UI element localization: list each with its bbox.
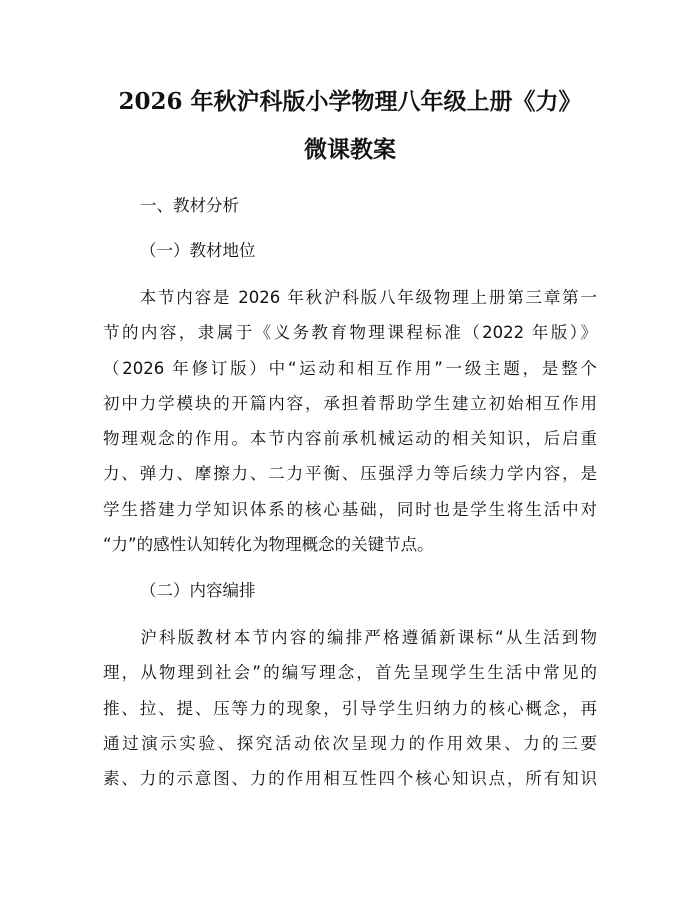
subsection-heading-content-arrangement: （二）内容编排 [140, 581, 256, 600]
paragraph-line: 本节内容是 2026 年秋沪科版八年级物理上册第三章第一 [103, 288, 597, 307]
paragraph-line: 初中力学模块的开篇内容，承担着帮助学生建立初始相互作用 [103, 393, 597, 413]
document-title-line-2: 微课教案 [304, 136, 396, 163]
section-heading-textbook-analysis: 一、教材分析 [140, 196, 239, 215]
paragraph-line: 节的内容，隶属于《义务教育物理课程标准（2022 年版）》 [103, 323, 597, 343]
paragraph-line: “力”的感性认知转化为物理概念的关键节点。 [103, 535, 434, 555]
paragraph-line: 通过演示实验、探究活动依次呈现力的作用效果、力的三要 [103, 733, 597, 753]
subsection-heading-textbook-position: （一）教材地位 [140, 241, 256, 260]
document-title-line-1: 2026 年秋沪科版小学物理八年级上册《力》 [118, 88, 582, 115]
paragraph-line: 学生搭建力学知识体系的核心基础，同时也是学生将生活中对 [103, 499, 597, 519]
paragraph-line: 沪科版教材本节内容的编排严格遵循新课标“从生活到物 [103, 628, 597, 647]
paragraph-line: 理，从物理到社会”的编写理念，首先呈现学生生活中常见的 [103, 663, 597, 683]
paragraph-line: 力、弹力、摩擦力、二力平衡、压强浮力等后续力学内容，是 [103, 464, 597, 484]
paragraph-line: 物理观念的作用。本节内容前承机械运动的相关知识，后启重 [103, 429, 597, 449]
paragraph-textbook-position [103, 287, 597, 569]
paragraph-content-arrangement [103, 627, 597, 803]
paragraph-line: 推、拉、提、压等力的现象，引导学生归纳力的核心概念，再 [103, 698, 597, 718]
paragraph-line: 素、力的示意图、力的作用相互性四个核心知识点，所有知识 [103, 769, 597, 789]
paragraph-line: （2026 年修订版）中“运动和相互作用”一级主题，是整个 [103, 358, 597, 378]
